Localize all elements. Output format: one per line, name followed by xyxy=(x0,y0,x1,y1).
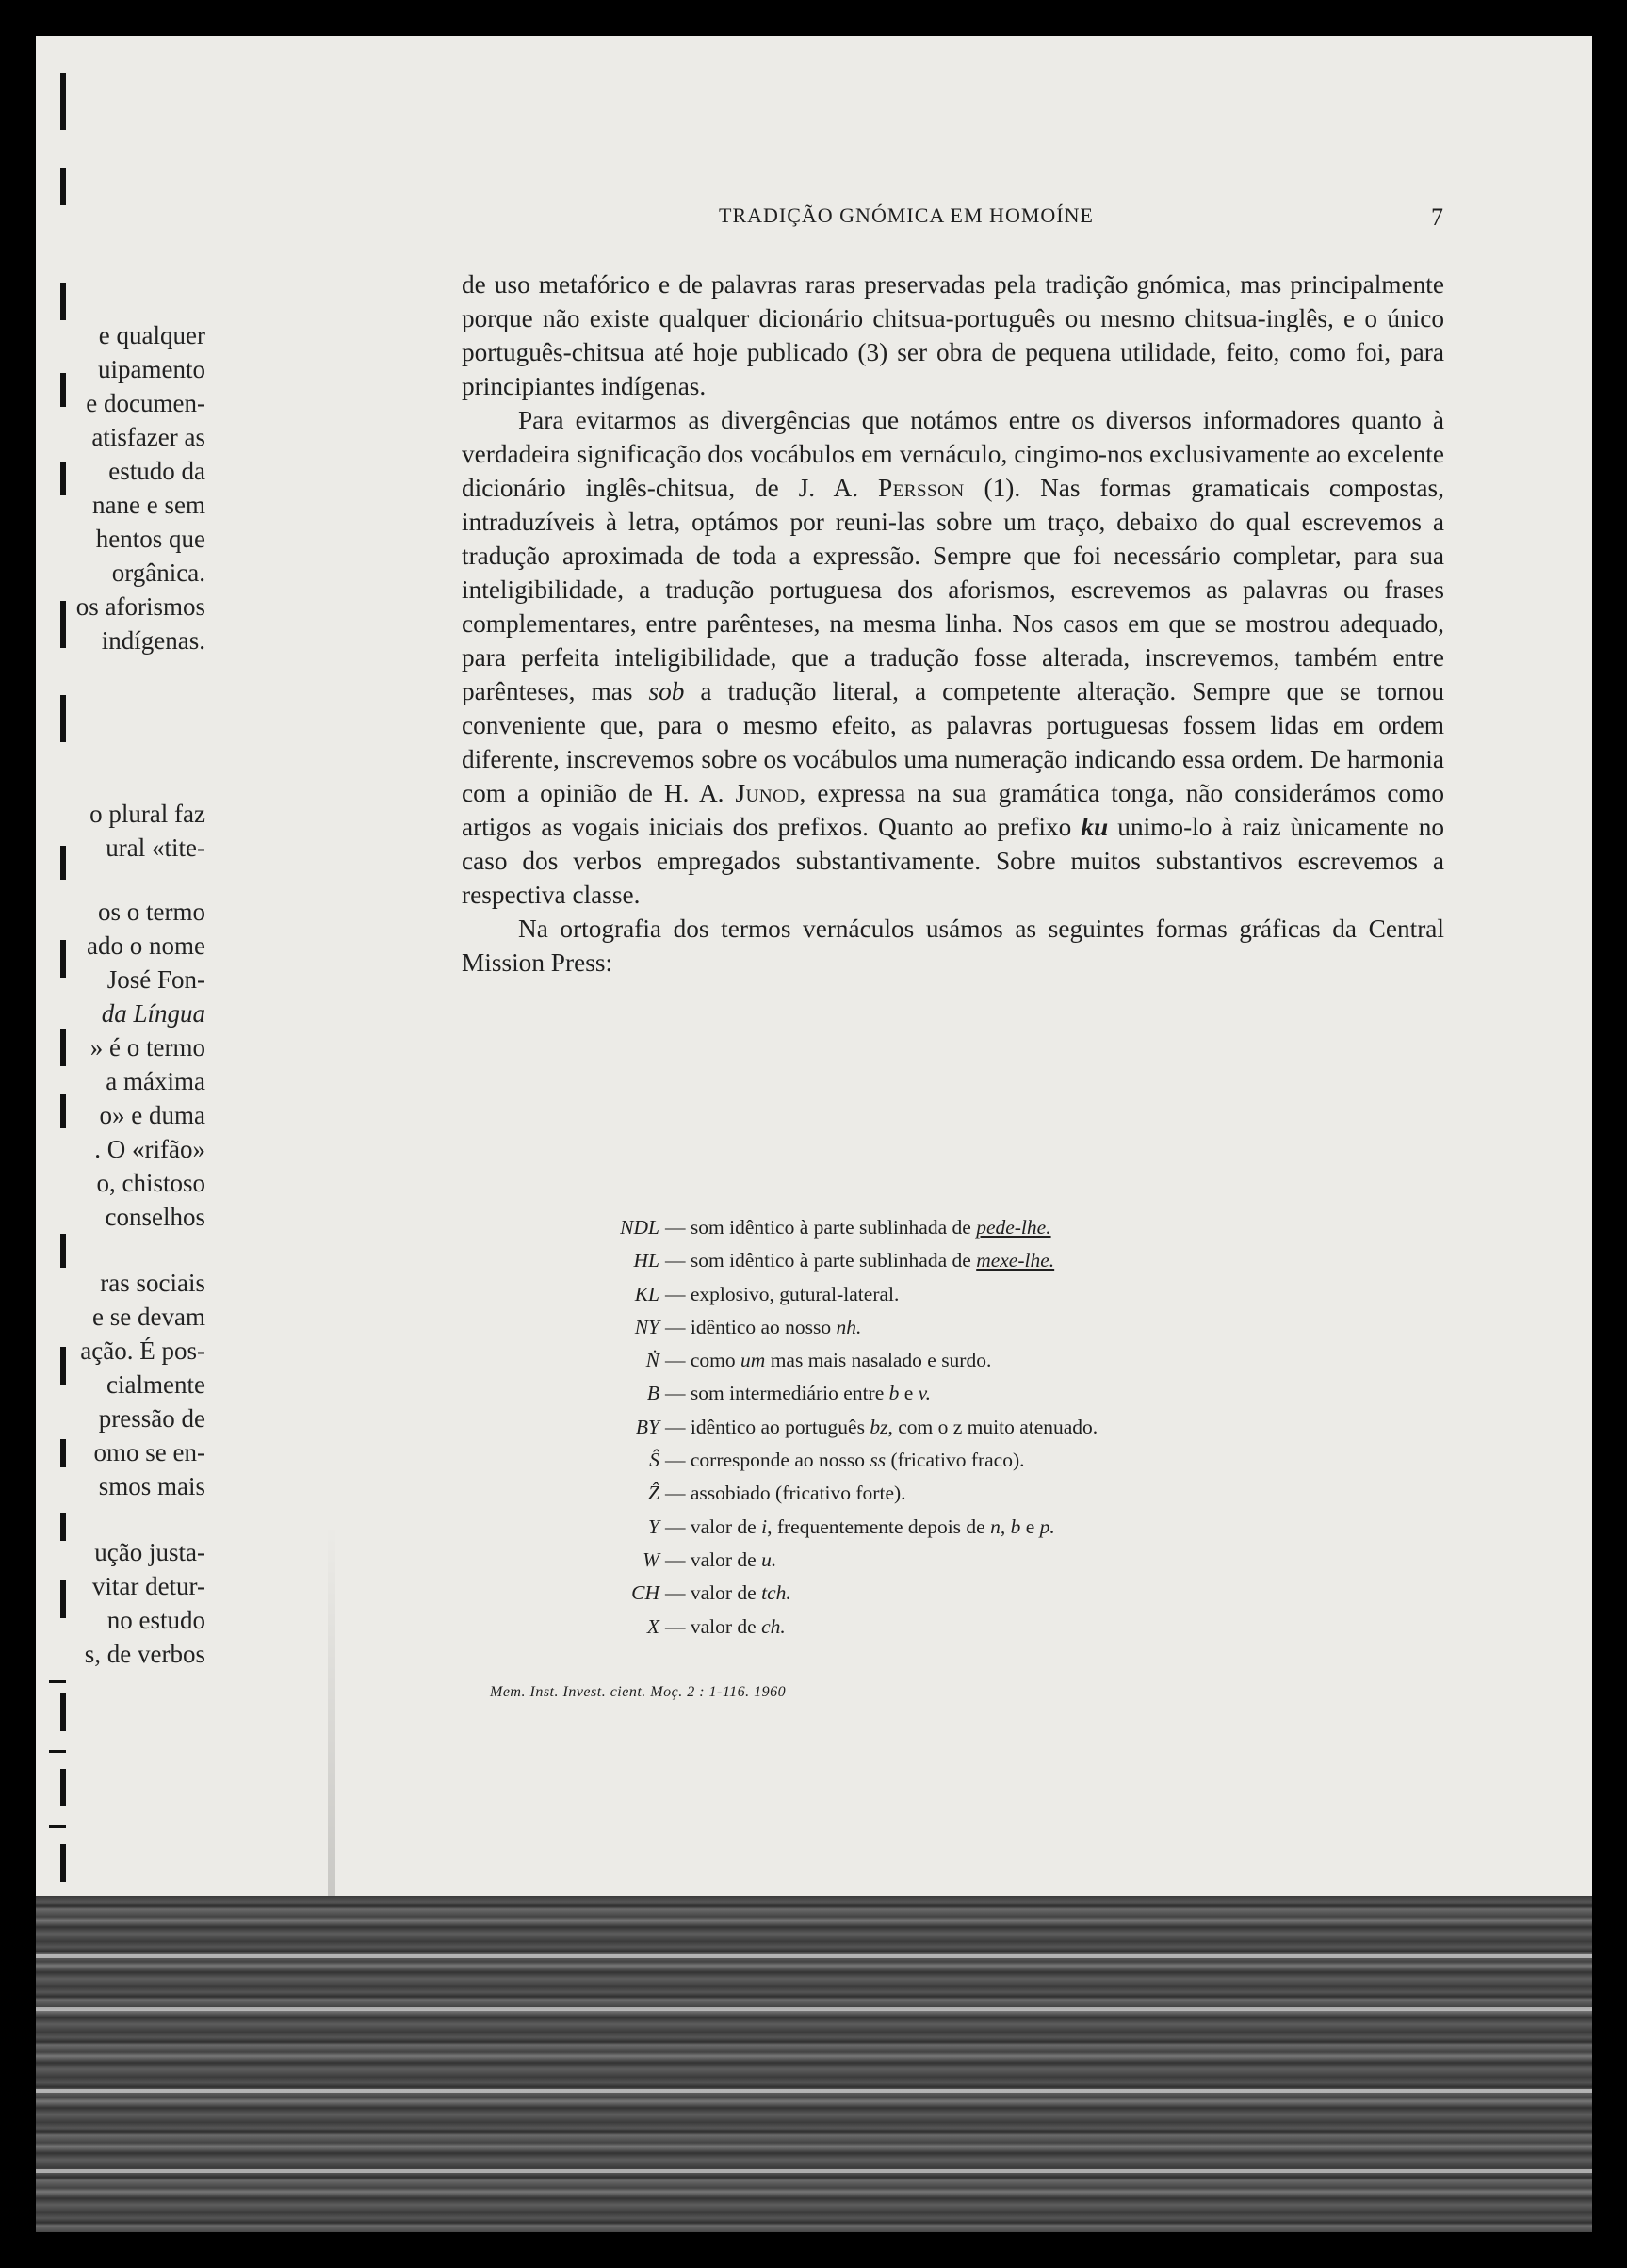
orthography-description: — explosivo, gutural-lateral. xyxy=(665,1282,900,1305)
margin-fragment-line: nane e sem xyxy=(92,491,205,519)
paragraph-2-text: a tradução literal, a competente alteração. Sempre que se tornou conveniente que, para o mesmo efeito, as palavras portuguesas fossem lidas em ordem diferente, inscrevemos sobre os vocábulos uma numeração indicando essa ordem. De harmonia com a opinião de H. A. xyxy=(462,677,1445,807)
margin-bracket-mark xyxy=(60,601,66,648)
author-persson: Persson xyxy=(878,474,965,502)
citation-footer: Mem. Inst. Invest. cient. Moç. 2 : 1-116. 1960 xyxy=(490,1684,787,1700)
margin-bracket-mark xyxy=(60,168,66,205)
margin-fragment-line: o plural faz xyxy=(89,800,205,828)
margin-bracket-mark xyxy=(60,1347,66,1385)
orthography-row xyxy=(601,1577,1261,1610)
margin-fragment-line: José Fon- xyxy=(106,965,205,994)
margin-bracket-mark xyxy=(60,1693,66,1731)
orthography-description: — som intermediário entre b e v. xyxy=(665,1382,931,1405)
orthography-symbol: KL xyxy=(634,1282,659,1305)
scanned-page xyxy=(36,36,1592,2232)
orthography-symbol: Ẑ xyxy=(648,1482,659,1505)
margin-fragment-line: no estudo xyxy=(106,1606,205,1634)
paragraph-2-text: Para evitarmos as divergências que notámos entre os diversos informadores quanto à verdadeira significação dos vocábulos em vernáculo, cingimo-nos exclusivamente ao excelente dicionário inglês-chitsua, de J. A. xyxy=(462,406,1444,502)
orthography-symbol: Ŝ xyxy=(649,1449,659,1472)
orthography-description: — som idêntico à parte sublinhada de pede-lhe. xyxy=(665,1216,1051,1239)
orthography-description: — idêntico ao nosso nh. xyxy=(665,1315,862,1338)
paragraph-2-text: , expressa na sua gramática tonga, não considerámos como artigos as vogais iniciais dos prefixos. Quanto ao prefixo xyxy=(462,779,1444,841)
orthography-symbol: CH xyxy=(631,1581,659,1605)
margin-tick-mark xyxy=(49,1825,66,1828)
margin-fragment-line: ural «tite- xyxy=(106,834,205,862)
margin-fragment-line: vitar detur- xyxy=(91,1572,205,1600)
margin-bracket-mark xyxy=(60,1029,66,1066)
orthography-description: — valor de u. xyxy=(665,1547,777,1571)
margin-fragment-line: uipamento xyxy=(98,355,205,383)
margin-bracket-mark xyxy=(60,462,66,495)
margin-bracket-mark xyxy=(60,1513,66,1541)
orthography-description: — som idêntico à parte sublinhada de mexe-lhe. xyxy=(665,1249,1055,1272)
margin-fragment-line: os o termo xyxy=(98,898,205,926)
page-number: 7 xyxy=(1431,203,1444,231)
orthography-row xyxy=(601,1211,1261,1244)
margin-fragment-line: e documen- xyxy=(86,389,205,417)
orthography-symbol: NDL xyxy=(620,1216,659,1239)
margin-fragment-line: a máxima xyxy=(106,1067,205,1095)
margin-fragment-line: o, chistoso xyxy=(96,1169,205,1197)
orthography-description: — idêntico ao português bz, com o z muito atenuado. xyxy=(665,1415,1098,1438)
margin-fragment-line: indígenas. xyxy=(101,626,205,655)
scan-line xyxy=(36,2007,1592,2011)
margin-bracket-mark xyxy=(60,695,66,742)
author-junod: Junod xyxy=(735,779,800,807)
margin-bracket-mark xyxy=(60,1094,66,1128)
margin-bracket-mark xyxy=(60,373,66,407)
orthography-description: — valor de i, frequentemente depois de n, b e p. xyxy=(665,1515,1055,1538)
margin-bracket-mark xyxy=(60,846,66,880)
margin-fragment-line: cialmente xyxy=(106,1370,205,1399)
orthography-symbol: Ṅ xyxy=(645,1349,659,1372)
orthography-symbol: BY xyxy=(635,1415,659,1438)
margin-fragment-line: e se devam xyxy=(92,1303,205,1331)
orthography-list xyxy=(601,1211,1261,1644)
margin-bracket-mark xyxy=(60,1844,66,1882)
margin-fragment-line: da Língua xyxy=(101,999,205,1028)
orthography-row xyxy=(601,1377,1261,1410)
orthography-row xyxy=(601,1278,1261,1311)
margin-bracket-mark xyxy=(60,1580,66,1618)
orthography-description: — valor de tch. xyxy=(665,1581,791,1605)
orthography-symbol: Y xyxy=(648,1515,659,1538)
paragraph-3: Na ortografia dos termos vernáculos usámos as seguintes formas gráficas da Central Mission Press: xyxy=(462,915,1444,977)
orthography-row xyxy=(601,1244,1261,1277)
margin-bracket-mark xyxy=(60,283,66,320)
previous-page-margin xyxy=(36,36,215,1712)
margin-bracket-mark xyxy=(60,1234,66,1268)
orthography-description: — valor de ch. xyxy=(665,1614,786,1638)
margin-fragment-line: ução justa- xyxy=(94,1538,205,1566)
paragraph-1: de uso metafórico e de palavras raras preservadas pela tradição gnómica, mas principalmente porque não existe qualquer dicionário chitsua-português ou mesmo chitsua-inglês, e o único português-chitsua até hoje publicado (3) ser obra de pequena utilidade, feito, como foi, para principiantes indígenas. xyxy=(462,270,1444,400)
orthography-symbol: HL xyxy=(633,1249,659,1272)
margin-fragment-line: ras sociais xyxy=(100,1269,205,1297)
margin-bracket-mark xyxy=(60,1769,66,1806)
margin-fragment-line: atisfazer as xyxy=(91,423,205,451)
margin-bracket-mark xyxy=(60,1439,66,1467)
orthography-symbol: X xyxy=(646,1614,659,1638)
margin-fragment-line: hentos que xyxy=(95,525,205,553)
orthography-row xyxy=(601,1444,1261,1477)
margin-fragment-line: conselhos xyxy=(105,1203,205,1231)
orthography-row xyxy=(601,1611,1261,1644)
margin-fragment-line: s, de verbos xyxy=(84,1640,205,1668)
margin-tick-mark xyxy=(49,1750,66,1753)
scan-artifact xyxy=(328,1524,335,1896)
prefix-ku: ku xyxy=(1081,813,1109,841)
scan-noise-band xyxy=(36,1896,1592,2232)
orthography-symbol: B xyxy=(646,1382,659,1405)
orthography-row xyxy=(601,1344,1261,1377)
scan-line xyxy=(36,2169,1592,2173)
margin-fragment-line: e qualquer xyxy=(98,321,205,349)
margin-fragment-line: os aforismos xyxy=(75,592,205,621)
orthography-description: — assobiado (fricativo forte). xyxy=(665,1482,906,1505)
orthography-row xyxy=(601,1477,1261,1510)
margin-fragment-line: omo se en- xyxy=(93,1438,205,1466)
orthography-description: — corresponde ao nosso ss (fricativo fraco). xyxy=(665,1449,1025,1472)
word-sob: sob xyxy=(648,677,685,705)
margin-fragment-line: estudo da xyxy=(108,457,205,485)
margin-fragment-line: pressão de xyxy=(98,1404,205,1433)
orthography-description: — como um mas mais nasalado e surdo. xyxy=(665,1349,992,1372)
margin-fragment-line: ação. É pos- xyxy=(80,1336,205,1365)
margin-bracket-mark xyxy=(60,73,66,130)
body-text xyxy=(462,267,1444,980)
margin-tick-mark xyxy=(49,1680,66,1683)
scan-line xyxy=(36,1954,1592,1958)
margin-fragment-line: ado o nome xyxy=(87,932,205,960)
paragraph-2-text: (1). Nas formas gramaticais compostas, intraduzíveis à letra, optámos por reuni-las sobre um traço, debaixo do qual escrevemos a tradução aproximada de toda a expressão. Sempre que foi necessário completar, para sua inteligibilidade, a tradução portuguesa dos aforismos, escrevemos as palavras ou frases complementares, entre parênteses, na mesma linha. Nos casos em que se mostrou adequado, para perfeita inteligibilidade, que a tradução fosse alterada, inscrevemos, também entre parênteses, mas xyxy=(462,474,1444,705)
margin-bracket-mark xyxy=(60,940,66,978)
margin-fragment-line: » é o termo xyxy=(89,1033,205,1061)
scan-line xyxy=(36,2089,1592,2093)
orthography-row xyxy=(601,1511,1261,1544)
paragraph-2-text: unimo-lo à raiz ùnicamente no caso dos verbos empregados substantivamente. Sobre muitos substantivos escrevemos a respectiva classe. xyxy=(462,813,1444,909)
margin-fragment-line: orgânica. xyxy=(111,559,205,587)
orthography-row xyxy=(601,1311,1261,1344)
orthography-symbol: NY xyxy=(634,1315,659,1338)
margin-fragment-line: . O «rifão» xyxy=(94,1135,205,1163)
paragraph-2 xyxy=(462,403,1444,912)
orthography-symbol: W xyxy=(643,1547,659,1571)
margin-fragment-line: smos mais xyxy=(98,1472,205,1500)
orthography-row xyxy=(601,1544,1261,1577)
running-title: TRADIÇÃO GNÓMICA EM HOMOÍNE xyxy=(719,203,1094,227)
margin-fragment-line: o» e duma xyxy=(99,1101,205,1129)
orthography-row xyxy=(601,1411,1261,1444)
